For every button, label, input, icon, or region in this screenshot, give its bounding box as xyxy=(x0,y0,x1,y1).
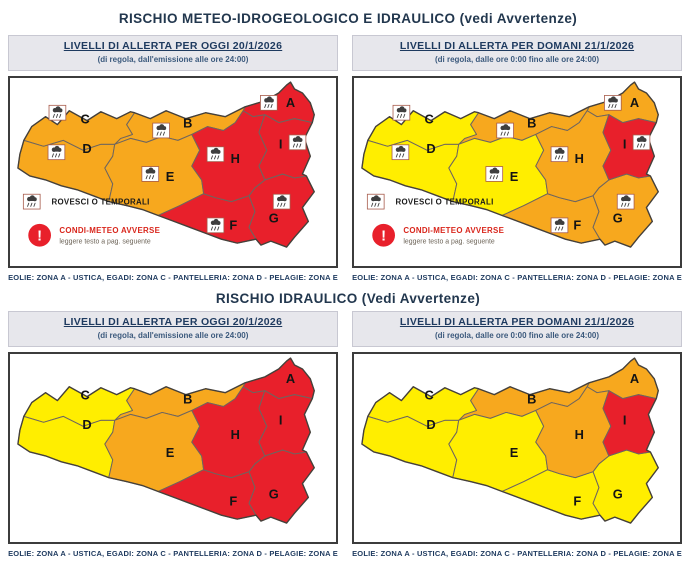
zone-label-B: B xyxy=(183,115,193,131)
legend-warning-title: CONDI-METEO AVVERSE xyxy=(59,226,161,236)
panel-idraulico-domani xyxy=(352,311,682,560)
panel-meteo-oggi xyxy=(8,35,338,284)
header-subtitle: (di regola, dall'emissione alle ore 24:00) xyxy=(97,331,249,340)
zone-label-C: C xyxy=(424,387,434,403)
legend-warning-subtitle: leggere testo a pag. seguente xyxy=(403,238,495,246)
islands-note: EOLIE: ZONA A - USTICA, EGADI: ZONA C - PANTELLERIA: ZONA D - PELAGIE: ZONA E xyxy=(8,549,338,558)
rain-icon xyxy=(617,194,634,209)
zone-label-H: H xyxy=(230,151,240,167)
rain-icon xyxy=(260,95,277,110)
idraulico-row xyxy=(0,311,696,560)
rain-icon xyxy=(153,123,170,138)
panel-header-oggi xyxy=(8,35,338,71)
sicily-map-meteo-oggi xyxy=(10,78,336,266)
rain-icon xyxy=(289,135,306,150)
islands-note: EOLIE: ZONA A - USTICA, EGADI: ZONA C - PANTELLERIA: ZONA D - PELAGIE: ZONA E xyxy=(8,273,338,282)
rain-icon xyxy=(23,194,40,209)
zone-label-F: F xyxy=(229,217,238,233)
legend-rain-label: ROVESCI O TEMPORALI xyxy=(51,197,150,207)
map-legend xyxy=(367,194,504,246)
zone-label-A: A xyxy=(629,370,640,386)
legend-warning-title: CONDI-METEO AVVERSE xyxy=(403,226,505,236)
rain-icon xyxy=(49,105,66,120)
islands-note: EOLIE: ZONA A - USTICA, EGADI: ZONA C - PANTELLERIA: ZONA D - PELAGIE: ZONA E xyxy=(352,549,682,558)
zone-label-I: I xyxy=(622,136,627,152)
zone-label-D: D xyxy=(426,141,436,157)
rain-icon xyxy=(604,95,621,110)
zone-label-D: D xyxy=(426,417,436,433)
zone-label-C: C xyxy=(80,111,90,127)
header-subtitle: (di regola, dall'emissione alle ore 24:00) xyxy=(97,55,249,64)
sicily-map-idraulico-domani xyxy=(354,354,680,542)
panel-meteo-domani xyxy=(352,35,682,284)
zone-label-G: G xyxy=(268,486,279,502)
rain-icon xyxy=(486,167,503,182)
zone-D-region xyxy=(362,140,459,201)
sicily-map-meteo-domani xyxy=(354,78,680,266)
zone-label-I: I xyxy=(278,412,283,428)
rain-icon xyxy=(393,105,410,120)
zone-label-A: A xyxy=(285,370,296,386)
zone-label-F: F xyxy=(573,217,582,233)
rain-icon xyxy=(497,123,514,138)
header-title: LIVELLI DI ALLERTA PER DOMANI 21/1/2026 xyxy=(399,40,635,52)
zone-label-E: E xyxy=(509,444,519,460)
panel-idraulico-oggi xyxy=(8,311,338,560)
islands-note: EOLIE: ZONA A - USTICA, EGADI: ZONA C - PANTELLERIA: ZONA D - PELAGIE: ZONA E xyxy=(352,273,682,282)
header-title: LIVELLI DI ALLERTA PER OGGI 20/1/2026 xyxy=(63,316,283,328)
legend-rain-label: ROVESCI O TEMPORALI xyxy=(395,197,494,207)
map-idraulico-oggi xyxy=(8,352,338,544)
zone-label-G: G xyxy=(612,486,623,502)
rain-icon xyxy=(207,147,224,162)
warning-exclamation: ! xyxy=(37,228,43,245)
zone-label-H: H xyxy=(230,427,240,443)
header-title: LIVELLI DI ALLERTA PER DOMANI 21/1/2026 xyxy=(399,316,635,328)
zone-label-B: B xyxy=(527,115,537,131)
zone-label-F: F xyxy=(229,493,238,509)
panel-header-oggi xyxy=(8,311,338,347)
zone-label-H: H xyxy=(574,427,584,443)
zone-label-B: B xyxy=(183,391,193,407)
meteo-row xyxy=(0,35,696,284)
zone-label-H: H xyxy=(574,151,584,167)
rain-icon xyxy=(392,145,409,160)
map-idraulico-domani xyxy=(352,352,682,544)
rain-icon xyxy=(142,167,159,182)
zone-label-D: D xyxy=(82,417,92,433)
panel-header-domani xyxy=(352,311,682,347)
zone-label-A: A xyxy=(285,94,296,110)
zone-label-C: C xyxy=(424,111,434,127)
zone-label-D: D xyxy=(82,141,92,157)
zone-label-E: E xyxy=(165,168,175,184)
rain-icon xyxy=(551,147,568,162)
zone-D-region xyxy=(18,416,115,477)
rain-icon xyxy=(207,218,224,233)
header-subtitle: (di regola, dalle ore 0:00 fino alle ore 24:00) xyxy=(434,55,600,64)
map-meteo-domani xyxy=(352,76,682,268)
panel-header-domani xyxy=(352,35,682,71)
header-title: LIVELLI DI ALLERTA PER OGGI 20/1/2026 xyxy=(63,40,283,52)
zone-label-E: E xyxy=(509,168,519,184)
legend-warning-subtitle: leggere testo a pag. seguente xyxy=(59,238,151,246)
zone-label-I: I xyxy=(278,136,283,152)
rain-icon xyxy=(633,135,650,150)
zone-label-B: B xyxy=(527,391,537,407)
zone-label-C: C xyxy=(80,387,90,403)
zone-D-region xyxy=(362,416,459,477)
rain-icon xyxy=(48,145,65,160)
rain-icon xyxy=(551,218,568,233)
zone-label-F: F xyxy=(573,493,582,509)
zone-label-A: A xyxy=(629,94,640,110)
map-legend xyxy=(23,194,160,246)
sicily-map-idraulico-oggi xyxy=(10,354,336,542)
zone-label-G: G xyxy=(612,210,623,226)
page-title-meteo: RISCHIO METEO-IDROGEOLOGICO E IDRAULICO (vedi Avvertenze) xyxy=(118,11,578,26)
zone-label-E: E xyxy=(165,444,175,460)
page-title-idraulico: RISCHIO IDRAULICO (Vedi Avvertenze) xyxy=(215,291,481,306)
rain-icon xyxy=(273,194,290,209)
zone-label-I: I xyxy=(622,412,627,428)
warning-exclamation: ! xyxy=(381,228,387,245)
rain-icon xyxy=(367,194,384,209)
header-subtitle: (di regola, dalle ore 0:00 fino alle ore 24:00) xyxy=(434,331,600,340)
zone-label-G: G xyxy=(268,210,279,226)
zone-D-region xyxy=(18,140,115,201)
map-meteo-oggi xyxy=(8,76,338,268)
